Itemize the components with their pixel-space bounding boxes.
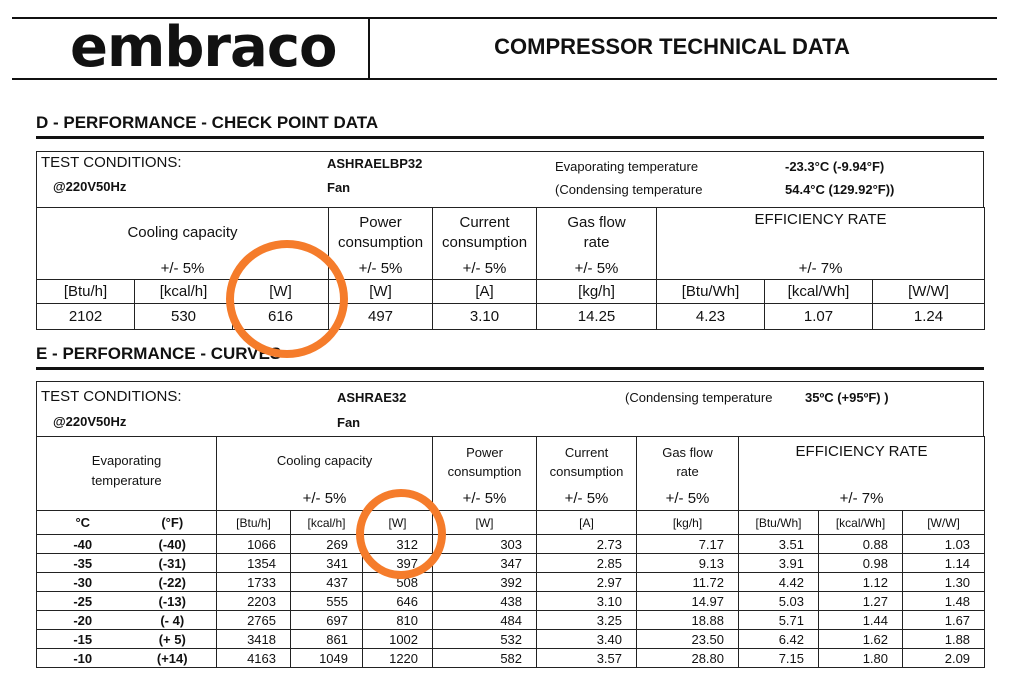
header-evaporating-temperature: Evaporating temperature <box>37 437 217 511</box>
value-cell: 1.14 <box>903 554 985 573</box>
header-cooling-capacity: Cooling capacity <box>37 208 329 258</box>
value-cell: 397 <box>363 554 433 573</box>
evap-fahrenheit-cell: (- 4) <box>129 611 217 630</box>
table-row <box>37 573 985 592</box>
unit-celsius: °C <box>37 511 129 535</box>
unit-cell: [kcal/h] <box>135 280 233 304</box>
value-cell: 438 <box>433 592 537 611</box>
unit-cell: [kcal/Wh] <box>765 280 873 304</box>
section-e-title: E - PERFORMANCE - CURVES <box>36 344 282 363</box>
standard-label: ASHRAE32 <box>337 390 407 405</box>
evap-fahrenheit-cell: (+14) <box>129 649 217 668</box>
evap-fahrenheit-cell: (+ 5) <box>129 630 217 649</box>
value-cell: 2765 <box>217 611 291 630</box>
unit-cell: [W/W] <box>903 511 985 535</box>
value-cell: 5.71 <box>739 611 819 630</box>
value-cell: 616 <box>233 304 329 330</box>
value-cell: 484 <box>433 611 537 630</box>
value-cell: 4.42 <box>739 573 819 592</box>
tolerance-power: +/- 5% <box>433 487 537 511</box>
value-cell: 3.40 <box>537 630 637 649</box>
tolerance-current: +/- 5% <box>433 258 537 280</box>
value-cell: 810 <box>363 611 433 630</box>
value-cell: 1733 <box>217 573 291 592</box>
value-cell: 3.25 <box>537 611 637 630</box>
unit-cell: [W/W] <box>873 280 985 304</box>
performance-curves-table <box>36 436 985 668</box>
evap-celsius-cell: -30 <box>37 573 129 592</box>
header-power-consumption: Power consumption <box>329 208 433 258</box>
value-cell: 3.10 <box>433 304 537 330</box>
header-current-consumption: Current consumption <box>537 437 637 487</box>
value-cell: 1.03 <box>903 535 985 554</box>
value-cell: 582 <box>433 649 537 668</box>
value-cell: 3.10 <box>537 592 637 611</box>
unit-cell: [kg/h] <box>637 511 739 535</box>
value-cell: 1.44 <box>819 611 903 630</box>
table-row <box>37 535 985 554</box>
value-cell: 532 <box>433 630 537 649</box>
value-cell: 1.27 <box>819 592 903 611</box>
tolerance-efficiency: +/- 7% <box>657 258 985 280</box>
evap-celsius-cell: -25 <box>37 592 129 611</box>
value-cell: 0.88 <box>819 535 903 554</box>
value-cell: 3.91 <box>739 554 819 573</box>
value-cell: 4163 <box>217 649 291 668</box>
tolerance-current: +/- 5% <box>537 487 637 511</box>
header-power-consumption: Power consumption <box>433 437 537 487</box>
evap-fahrenheit-cell: (-13) <box>129 592 217 611</box>
standard-label: ASHRAELBP32 <box>327 156 423 171</box>
value-cell: 392 <box>433 573 537 592</box>
value-cell: 14.97 <box>637 592 739 611</box>
value-cell: 1.62 <box>819 630 903 649</box>
unit-cell: [W] <box>433 511 537 535</box>
value-cell: 555 <box>291 592 363 611</box>
evap-celsius-cell: -20 <box>37 611 129 630</box>
value-cell: 2.09 <box>903 649 985 668</box>
section-d-rule <box>36 136 984 139</box>
evaporating-temperature-label: Evaporating temperature <box>555 159 699 174</box>
header-divider <box>368 17 370 80</box>
header-gas-flow-rate: Gas flow rate <box>537 208 657 258</box>
header-gas-flow-rate: Gas flow rate <box>637 437 739 487</box>
evaporating-temperature-value: -23.3°C (-9.94°F) <box>785 159 885 174</box>
value-cell: 5.03 <box>739 592 819 611</box>
section-d-title: D - PERFORMANCE - CHECK POINT DATA <box>36 113 379 132</box>
value-cell: 1.80 <box>819 649 903 668</box>
section-e-rule <box>36 367 984 370</box>
curve-rows <box>37 535 985 668</box>
evap-fahrenheit-cell: (-22) <box>129 573 217 592</box>
value-cell: 1220 <box>363 649 433 668</box>
value-cell: 2.97 <box>537 573 637 592</box>
value-cell: 1.67 <box>903 611 985 630</box>
value-cell: 508 <box>363 573 433 592</box>
test-conditions-label: TEST CONDITIONS: <box>41 154 182 171</box>
value-cell: 1354 <box>217 554 291 573</box>
value-cell: 4.23 <box>657 304 765 330</box>
value-cell: 7.15 <box>739 649 819 668</box>
evap-celsius-cell: -35 <box>37 554 129 573</box>
value-cell: 1.30 <box>903 573 985 592</box>
value-cell: 28.80 <box>637 649 739 668</box>
value-cell: 861 <box>291 630 363 649</box>
voltage-label: @220V50Hz <box>53 179 127 194</box>
tolerance-gas: +/- 5% <box>537 258 657 280</box>
value-cell: 1.88 <box>903 630 985 649</box>
highlight-circle <box>226 240 348 358</box>
value-cell: 303 <box>433 535 537 554</box>
value-cell: 2203 <box>217 592 291 611</box>
test-conditions-label: TEST CONDITIONS: <box>41 388 182 405</box>
value-cell: 1.48 <box>903 592 985 611</box>
value-cell: 269 <box>291 535 363 554</box>
value-cell: 1.12 <box>819 573 903 592</box>
unit-cell: [A] <box>537 511 637 535</box>
tolerance-efficiency: +/- 7% <box>739 487 985 511</box>
unit-cell: [Btu/h] <box>217 511 291 535</box>
value-cell: 1.24 <box>873 304 985 330</box>
header-cooling-capacity: Cooling capacity <box>217 437 433 487</box>
value-cell: 9.13 <box>637 554 739 573</box>
tolerance-gas: +/- 5% <box>637 487 739 511</box>
tolerance-power: +/- 5% <box>329 258 433 280</box>
unit-cell: [A] <box>433 280 537 304</box>
value-cell: 497 <box>329 304 433 330</box>
value-cell: 1002 <box>363 630 433 649</box>
table-row <box>37 554 985 573</box>
cooling-type-label: Fan <box>327 180 351 195</box>
value-cell: 347 <box>433 554 537 573</box>
tolerance-cooling: +/- 5% <box>37 258 329 280</box>
table-row <box>37 630 985 649</box>
evap-celsius-cell: -10 <box>37 649 129 668</box>
value-cell: 2.73 <box>537 535 637 554</box>
table-row <box>37 611 985 630</box>
voltage-label: @220V50Hz <box>53 414 127 429</box>
condensing-temperature-value: 35ºC (+95ºF) ) <box>805 390 889 405</box>
unit-cell: [W] <box>363 511 433 535</box>
evap-celsius-cell: -15 <box>37 630 129 649</box>
value-cell: 646 <box>363 592 433 611</box>
value-cell: 437 <box>291 573 363 592</box>
unit-fahrenheit: (°F) <box>129 511 217 535</box>
highlight-circle <box>356 489 446 579</box>
unit-cell: [Btu/h] <box>37 280 135 304</box>
value-cell: 2.85 <box>537 554 637 573</box>
value-cell: 1049 <box>291 649 363 668</box>
condensing-temperature-value: 54.4°C (129.92°F)) <box>785 182 895 197</box>
unit-cell: [W] <box>329 280 433 304</box>
header-efficiency-rate: EFFICIENCY RATE <box>657 208 985 258</box>
section-d-test-conditions <box>36 151 984 208</box>
header-current-consumption: Current consumption <box>433 208 537 258</box>
value-cell: 7.17 <box>637 535 739 554</box>
unit-cell: [kg/h] <box>537 280 657 304</box>
unit-cell: [Btu/Wh] <box>739 511 819 535</box>
document-title: COMPRESSOR TECHNICAL DATA <box>494 34 850 59</box>
value-cell: 23.50 <box>637 630 739 649</box>
table-row <box>37 649 985 668</box>
evap-fahrenheit-cell: (-31) <box>129 554 217 573</box>
value-cell: 2102 <box>37 304 135 330</box>
section-e-test-conditions <box>36 381 984 437</box>
value-cell: 3.57 <box>537 649 637 668</box>
evap-fahrenheit-cell: (-40) <box>129 535 217 554</box>
unit-cell: [Btu/Wh] <box>657 280 765 304</box>
tolerance-cooling: +/- 5% <box>217 487 433 511</box>
value-cell: 341 <box>291 554 363 573</box>
condensing-temperature-label: (Condensing temperature <box>555 182 703 197</box>
value-cell: 1.07 <box>765 304 873 330</box>
value-cell: 14.25 <box>537 304 657 330</box>
value-cell: 530 <box>135 304 233 330</box>
value-cell: 18.88 <box>637 611 739 630</box>
value-cell: 312 <box>363 535 433 554</box>
value-cell: 6.42 <box>739 630 819 649</box>
value-cell: 11.72 <box>637 573 739 592</box>
value-cell: 3.51 <box>739 535 819 554</box>
cooling-type-label: Fan <box>337 415 361 430</box>
unit-cell: [kcal/Wh] <box>819 511 903 535</box>
check-point-table <box>36 207 985 330</box>
unit-cell: [kcal/h] <box>291 511 363 535</box>
evap-celsius-cell: -40 <box>37 535 129 554</box>
condensing-temperature-label: (Condensing temperature <box>625 390 773 405</box>
value-cell: 3418 <box>217 630 291 649</box>
embraco-logo: embraco <box>70 15 337 80</box>
table-row <box>37 592 985 611</box>
value-cell: 1066 <box>217 535 291 554</box>
header-efficiency-rate: EFFICIENCY RATE <box>739 437 985 487</box>
value-cell: 0.98 <box>819 554 903 573</box>
unit-cell: [W] <box>233 280 329 304</box>
value-cell: 697 <box>291 611 363 630</box>
